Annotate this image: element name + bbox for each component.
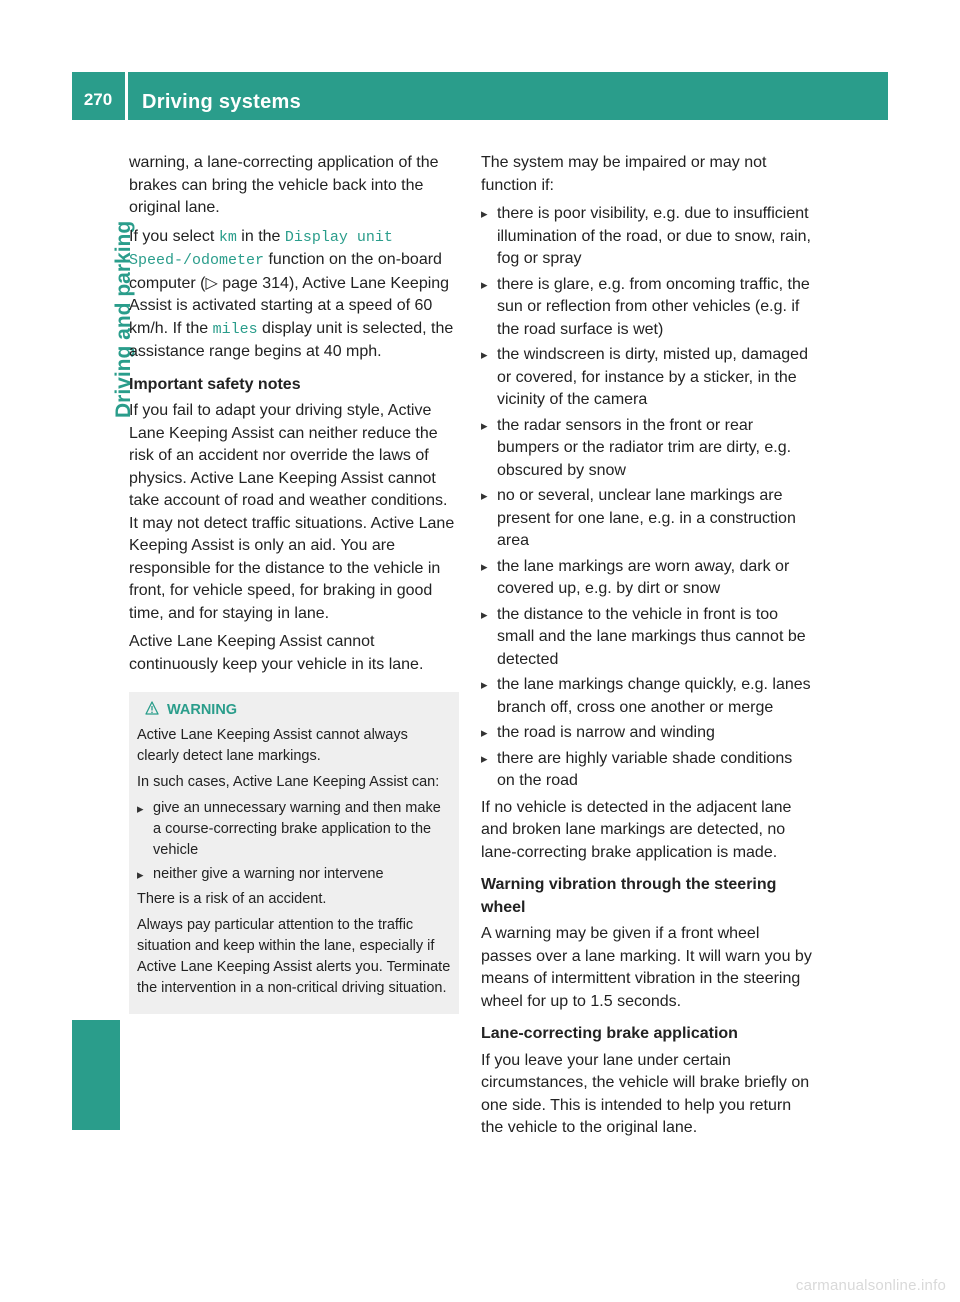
list-item: ▸ the windscreen is dirty, misted up, damaged or covered, for instance by a sticker, in the vicinity of the camera [481, 344, 813, 412]
warning-paragraph: In such cases, Active Lane Keeping Assist can: [137, 774, 440, 790]
warning-list [137, 798, 451, 885]
paragraph: A warning may be given if a front wheel passes over a lane marking. It will warn you by means of intermittent vibration in the steering wheel for up to 1.5 seconds. [481, 925, 812, 1010]
list-item: ▸ there is glare, e.g. from oncoming traffic, the sun or reflection from other vehicles (e.g. if the road surface is wet) [481, 274, 813, 342]
right-column [481, 152, 813, 1146]
text-run: function on the on-board computer ( [129, 251, 442, 292]
list-item: ▸ no or several, unclear lane markings are present for one lane, e.g. in a construction area [481, 485, 813, 553]
header-divider [125, 72, 128, 120]
list-item: ▸ give an unnecessary warning and then make a course-correcting brake application to the vehicle [137, 798, 451, 861]
impairment-list [481, 203, 813, 793]
paragraph-display-unit [129, 226, 459, 364]
chapter-marker [72, 1020, 120, 1130]
page-header [72, 72, 888, 120]
heading-warning-vibration: Warning vibration through the steering wheel [481, 876, 777, 916]
warning-paragraph: Always pay particular attention to the traffic situation and keep within the lane, especially if Active Lane Keeping Assist alerts you. Terminate the intervention in a non-critical driving situation. [137, 917, 451, 996]
list-item: ▸ the radar sensors in the front or rear bumpers or the radiator trim are dirty, e.g. obscured by snow [481, 415, 813, 483]
menu-value-display-unit: Display unit Speed-/odometer [129, 228, 393, 269]
warning-paragraph: There is a risk of an accident. [137, 891, 327, 907]
paragraph: If you fail to adapt your driving style, Active Lane Keeping Assist can neither reduce the risk of an accident nor override the laws of physics. Active Lane Keeping Assist cannot take account of road and weather conditions. It may not detect traffic situations. Active Lane Keeping Assist is only an aid. You are responsible for the distance to the vehicle in front, for vehicle speed, for braking in good time, and for staying in lane. [129, 402, 455, 622]
paragraph: Active Lane Keeping Assist cannot continuously keep your vehicle in its lane. [129, 633, 424, 673]
menu-value-km: km [218, 228, 237, 246]
page-number: 270 [83, 90, 113, 109]
menu-value-miles: miles [212, 320, 258, 338]
left-column [129, 152, 459, 1014]
list-item: ▸ there is poor visibility, e.g. due to insufficient illumination of the road, or due to snow, rain, fog or spray [481, 203, 813, 271]
list-item: ▸ neither give a warning nor intervene [137, 864, 451, 885]
paragraph: If you leave your lane under certain circumstances, the vehicle will brake briefly on one side. This is intended to help you return the vehicle to the original lane. [481, 1051, 810, 1136]
warning-title [137, 700, 451, 721]
paragraph: If no vehicle is detected in the adjacent lane and broken lane markings are detected, no lane-correcting brake application is made. [481, 798, 792, 861]
warning-triangle-icon [145, 701, 159, 715]
warning-title-text: WARNING [167, 702, 238, 718]
paragraph: warning, a lane-correcting application of the brakes can bring the vehicle back into the original lane. [129, 154, 439, 216]
list-item: ▸ the lane markings change quickly, e.g. lanes branch off, cross one another or merge [481, 674, 813, 719]
paragraph: The system may be impaired or may not function if: [481, 154, 767, 194]
section-title: Driving systems [142, 91, 302, 113]
heading-safety-notes: Important safety notes [129, 375, 301, 393]
heading-brake-application: Lane-correcting brake application [481, 1025, 738, 1042]
warning-box [129, 692, 459, 1014]
chapter-side-label: Driving and parking [112, 220, 135, 418]
list-item: ▸ the distance to the vehicle in front is too small and the lane markings thus cannot be detected [481, 604, 813, 672]
list-item: ▸ the road is narrow and winding [481, 722, 813, 745]
warning-paragraph: Active Lane Keeping Assist cannot always clearly detect lane markings. [137, 727, 408, 764]
page-reference-link[interactable]: ▷ page 314 [205, 274, 289, 292]
text-run: in the [236, 227, 285, 245]
list-item: ▸ there are highly variable shade conditions on the road [481, 748, 813, 793]
text-run: display unit is selected, the assistance range begins at 40 mph. [129, 319, 454, 360]
watermark-text: carmanualsonline.info [795, 1277, 946, 1294]
text-run: ), Active Lane Keeping Assist is activated starting at a speed of 60 km/h. If the [129, 274, 450, 337]
text-run: If you select [129, 227, 219, 245]
list-item: ▸ the lane markings are worn away, dark or covered up, e.g. by dirt or snow [481, 556, 813, 601]
